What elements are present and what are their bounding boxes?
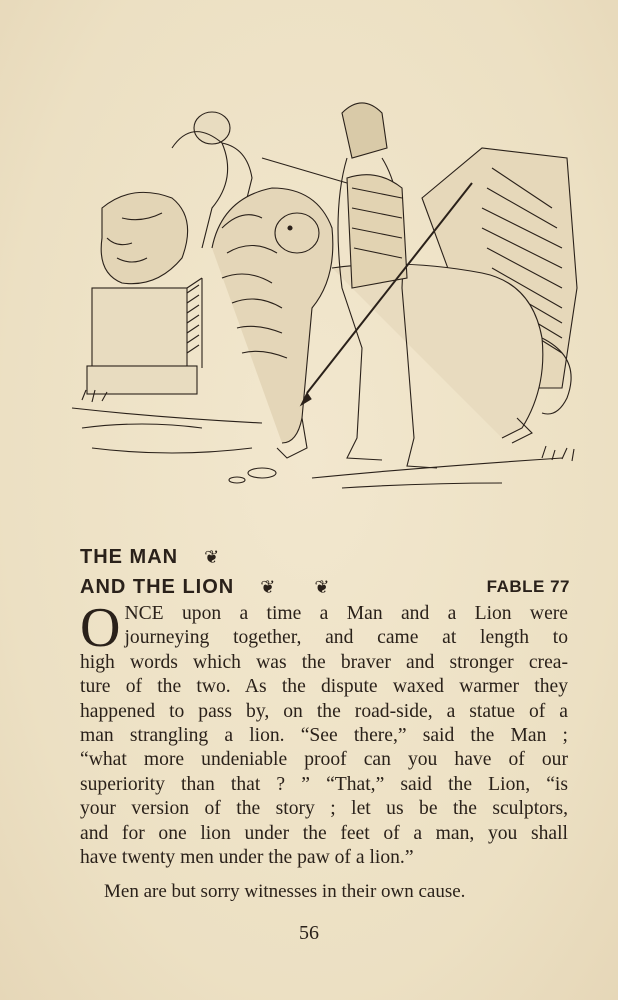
fable-body: [80, 597, 568, 870]
body-line: man strangling a lion. “See there,” said the Man ;: [80, 725, 568, 747]
body-line: happened to pass by, on the road-side, a statue of a: [80, 700, 568, 722]
title-line-1: [80, 542, 570, 572]
body-line: “what more undeniable proof can you have of our: [80, 749, 568, 771]
drop-cap: O: [80, 597, 121, 659]
title-text-2: AND THE LION: [80, 576, 235, 598]
body-line: NCE upon a time a Man and a Lion were: [124, 603, 568, 624]
fleuron-ornament: ❦: [204, 547, 221, 567]
body-line: superiority than that ? ” “That,” said the Lion, “is: [80, 773, 568, 795]
body-line: your version of the story ; let us be the sculptors,: [80, 798, 568, 820]
fleuron-ornament: ❦: [260, 577, 277, 597]
title-line-2: [80, 572, 570, 602]
fable-title-block: [80, 542, 570, 602]
fable-body-lines: [80, 597, 568, 870]
body-line: journeying together, and came at length to: [124, 627, 568, 649]
body-line: high words which was the braver and stronger crea-: [80, 651, 568, 673]
fable-moral: Men are but sorry witnesses in their own cause.: [104, 881, 466, 902]
title-text-1: THE MAN: [80, 546, 179, 568]
body-line: and for one lion under the feet of a man, you shall: [80, 822, 568, 844]
statue-pedestal: [87, 278, 202, 394]
body-line: ture of the two. As the dispute waxed warmer they: [80, 676, 568, 698]
page-number: 56: [299, 922, 319, 944]
illustration-man-and-lion: [62, 88, 582, 498]
body-line: have twenty men under the paw of a lion.”: [80, 847, 414, 869]
fable-number: FABLE 77: [486, 577, 570, 596]
fleuron-ornament: ❦: [314, 577, 331, 597]
